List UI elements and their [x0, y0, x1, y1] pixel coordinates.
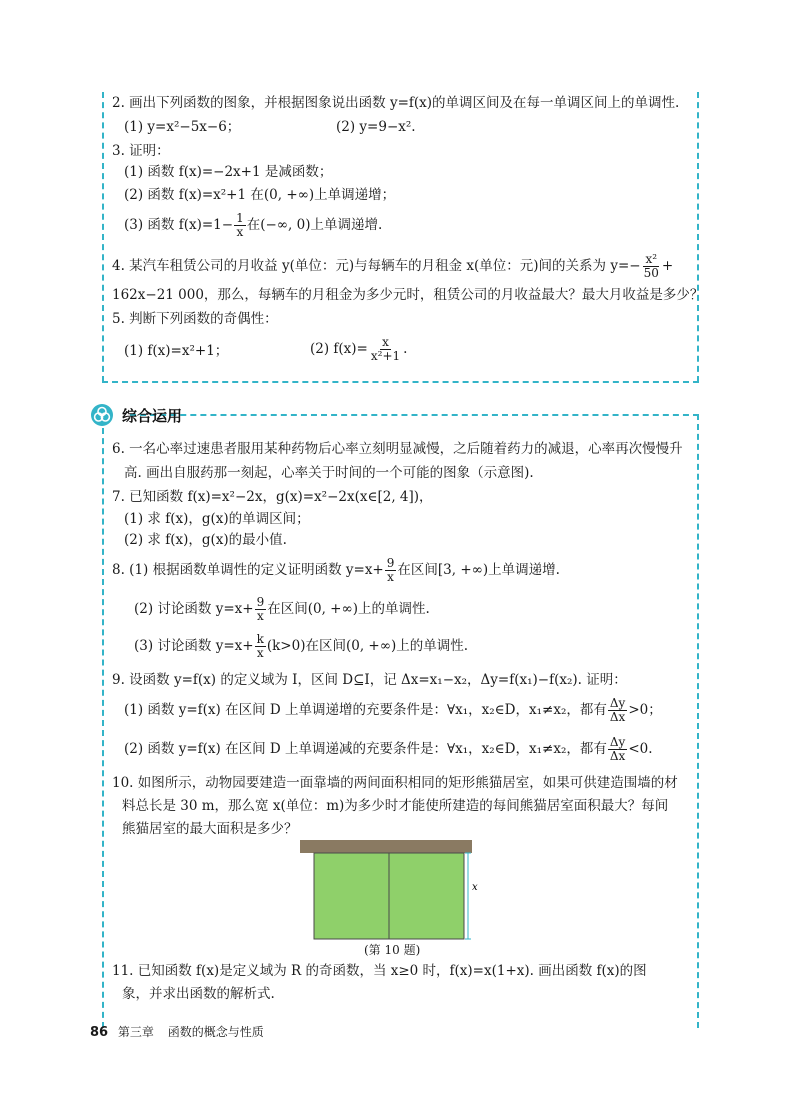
q9-part2 [124, 736, 653, 763]
q3-fraction [234, 212, 246, 239]
page-footer [90, 1023, 264, 1040]
q6-line1: 6. 一名心率过速患者服用某种药物后心率立刻明显减慢，之后随着药力的减退，心率再次慢慢升 [112, 441, 683, 457]
box-bottom-border [102, 381, 699, 383]
q3-part3-text-a: (3) 函数 f(x)=1− [124, 217, 234, 233]
q9-p1-num: Δy [609, 696, 626, 710]
q9-stem: 9. 设函数 y=f(x) 的定义域为 I，区间 D⊆I，记 Δx=x₁−x₂，Δy=f(x₁)−f(x₂). 证明： [112, 672, 627, 688]
q9-p2-den: Δx [609, 749, 626, 763]
q8-part3-text-a: (3) 讨论函数 y=x+ [134, 638, 254, 654]
q4-line1-text-b: + [661, 258, 674, 274]
q7-part2: (2) 求 f(x)，g(x)的最小值. [124, 532, 287, 548]
q8-p2-den: x [257, 609, 264, 623]
q8-part3-fraction [255, 633, 266, 660]
panda-enclosure-figure [300, 840, 490, 940]
q2-part1: (1) y=x²−5x−6； [124, 119, 241, 135]
q9-part2-text-b: <0. [628, 741, 653, 757]
q8-part2 [134, 596, 430, 623]
box-left-border [102, 92, 104, 382]
q7-stem: 7. 已知函数 f(x)=x²−2x，g(x)=x²−2x(x∈[2, 4])， [112, 489, 433, 505]
wall [300, 840, 472, 853]
q4-fraction [642, 253, 661, 280]
q2-part2: (2) y=9−x². [336, 119, 416, 135]
q10-line3: 熊猫居室的最大面积是多少？ [122, 821, 298, 837]
box-right-border [697, 92, 699, 382]
chapter-title: 函数的概念与性质 [167, 1025, 264, 1039]
page-number: 86 [90, 1025, 109, 1040]
q9-part1-fraction [608, 697, 627, 724]
q4-line1 [112, 253, 673, 280]
trefoil-icon [90, 403, 114, 427]
q5-part2 [310, 336, 407, 363]
q3-part3 [124, 212, 382, 239]
q4-line1-text-a: 4. 某汽车租赁公司的月收益 y(单位：元)与每辆车的月租金 x(单位：元)间的关系为 y=− [112, 258, 641, 274]
q9-part2-text-a: (2) 函数 y=f(x) 在区间 D 上单调递减的充要条件是：∀x₁，x₂∈D，x₁≠x₂，都有 [124, 741, 607, 757]
q3-frac-den: x [236, 225, 244, 239]
figure-caption: (第 10 题) [364, 943, 421, 957]
q3-part2: (2) 函数 f(x)=x²+1 在(0, +∞)上单调递增； [124, 187, 396, 203]
q4-frac-num: x² [645, 252, 658, 266]
q3-part1: (1) 函数 f(x)=−2x+1 是减函数； [124, 164, 333, 180]
q4-frac-den: 50 [643, 266, 659, 280]
q3-part3-text-b: 在(−∞, 0)上单调递增. [246, 217, 383, 233]
q9-p1-den: Δx [609, 710, 626, 724]
q8-part1-text-a: 8. (1) 根据函数单调性的定义证明函数 y=x+ [112, 562, 384, 578]
q5-part2-text-b: . [403, 341, 408, 357]
q8-part3 [134, 633, 468, 660]
q5-stem: 5. 判断下列函数的奇偶性： [112, 311, 278, 327]
enclosure-diagram [300, 840, 490, 940]
q8-part2-text-a: (2) 讨论函数 y=x+ [134, 601, 254, 617]
q9-part1 [124, 697, 662, 724]
q6-line2: 高. 画出自服药那一刻起，心率关于时间的一个可能的图象（示意图). [124, 465, 534, 481]
section-left-border [102, 428, 104, 1028]
q11-line2: 象，并求出函数的解析式. [122, 986, 275, 1002]
q3-frac-num: 1 [236, 211, 244, 225]
section-top-border [130, 414, 699, 416]
q9-part2-fraction [608, 736, 627, 763]
q8-p3-num: k [256, 632, 264, 646]
q8-part2-text-b: 在区间(0, +∞)上的单调性. [267, 601, 430, 617]
section-title: 综合运用 [122, 406, 183, 425]
q7-part1: (1) 求 f(x)，g(x)的单调区间； [124, 511, 310, 527]
q5-frac-den: x²+1 [370, 349, 401, 363]
q8-part3-text-b: (k>0)在区间(0, +∞)上的单调性. [266, 638, 469, 654]
section-right-border [697, 414, 699, 1028]
section-heading [90, 402, 182, 428]
q9-part1-text-a: (1) 函数 y=f(x) 在区间 D 上单调递增的充要条件是：∀x₁，x₂∈D，x₁≠x₂，都有 [124, 702, 607, 718]
q9-part1-text-b: >0； [628, 702, 662, 718]
q8-p3-den: x [256, 646, 264, 660]
q5-fraction [369, 336, 402, 363]
q5-part2-text-a: (2) f(x)= [310, 341, 368, 357]
q8-p1-num: 9 [386, 556, 395, 570]
q8-part1-fraction [385, 557, 397, 584]
q10-line1: 10. 如图所示，动物园要建造一面靠墙的两间面积相同的矩形熊猫居室，如果可供建造围墙的材 [112, 775, 678, 791]
q2-stem: 2. 画出下列函数的图象，并根据图象说出函数 y=f(x)的单调区间及在每一单调区间上的单调性. [112, 95, 680, 111]
q3-stem: 3. 证明： [112, 143, 170, 159]
chapter-label: 第三章 [117, 1025, 154, 1039]
width-label: x [472, 882, 478, 893]
q8-part1-text-b: 在区间[3, +∞)上单调递增. [397, 562, 560, 578]
q10-line2: 料总长是 30 m，那么宽 x(单位：m)为多少时才能使所建造的每间熊猫居室面积最大？每间 [122, 798, 669, 814]
q9-p2-num: Δy [609, 735, 626, 749]
q8-part2-fraction [255, 596, 267, 623]
q5-frac-num: x [382, 335, 389, 349]
q8-p1-den: x [387, 570, 394, 584]
q8-part1 [112, 557, 560, 584]
q8-p2-num: 9 [256, 595, 265, 609]
q4-line2: 162x−21 000，那么，每辆车的月租金为多少元时，租赁公司的月收益最大？最大月收益是多少？ [112, 287, 704, 303]
q11-line1: 11. 已知函数 f(x)是定义域为 R 的奇函数，当 x≥0 时，f(x)=x(1+x). 画出函数 f(x)的图 [112, 963, 647, 979]
q5-part1: (1) f(x)=x²+1； [124, 343, 229, 359]
